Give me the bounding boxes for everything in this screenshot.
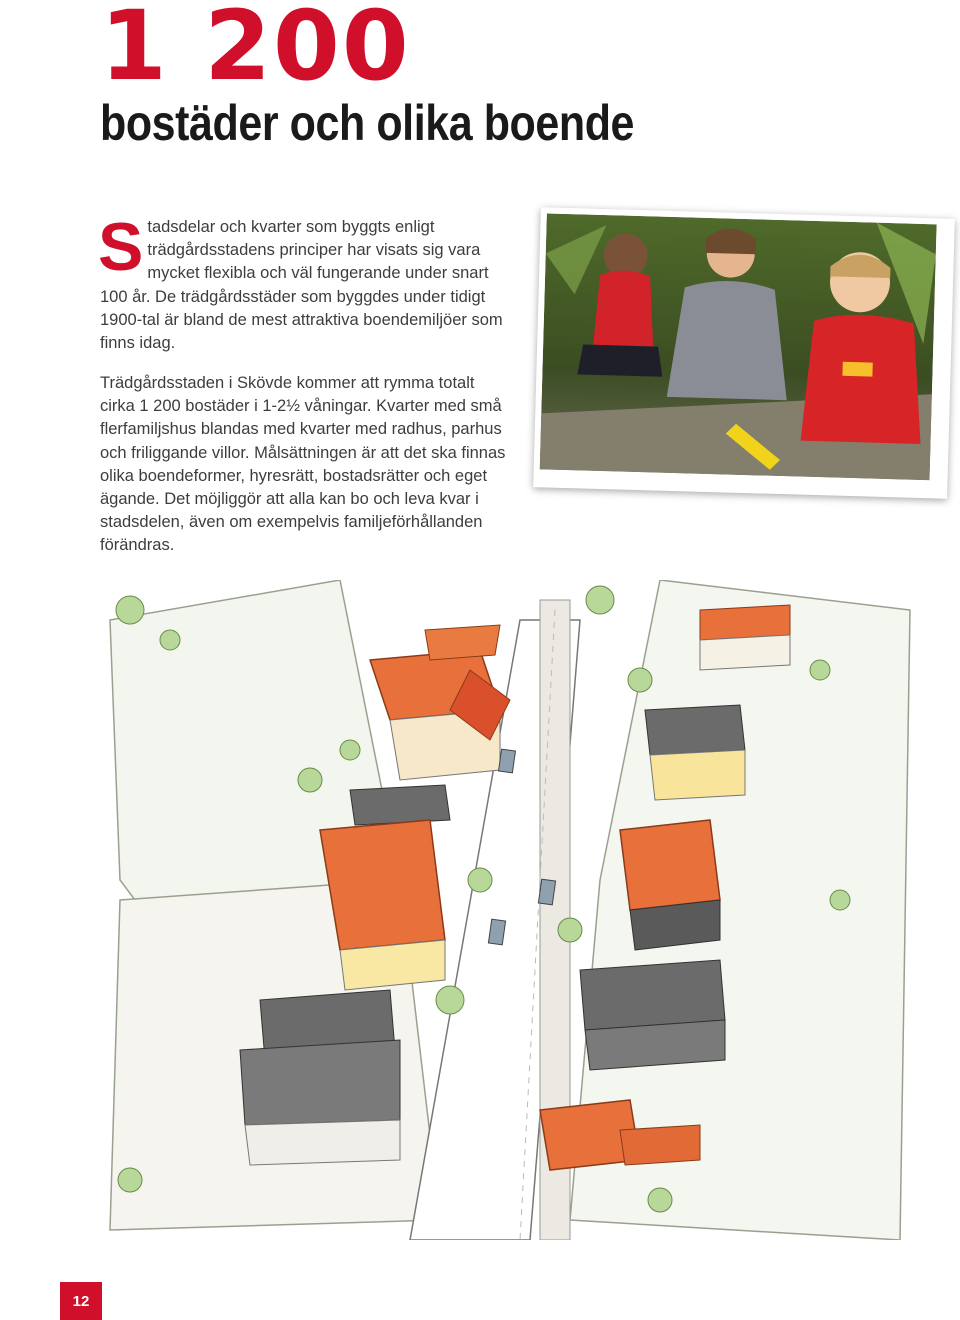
photo-children-garden bbox=[533, 207, 955, 498]
page-heading-number: 1 200 bbox=[100, 0, 411, 102]
photo-image bbox=[540, 213, 937, 480]
house-orange-5 bbox=[620, 820, 720, 950]
intro-paragraph bbox=[98, 209, 510, 355]
house-grey-1 bbox=[350, 785, 450, 825]
page-number-badge: 12 bbox=[60, 1282, 102, 1320]
body-paragraph: Trädgårdsstaden i Skövde kommer att rymma totalt cirka 1 200 bostäder i 1-2½ våningar. Kvarter med små flerfamiljshus blandas med kvarter med radhus, parhus och friliggande villor. Målsättningen är att det ska finnas olika boendeformer, hyresrätt, bostadsrätter och eget ägande. Det möjliggör att alla kan bo och leva kvar i stadsdelen, även om exempelvis familjeförhållanden förändras. bbox=[100, 374, 506, 555]
drop-cap: S bbox=[98, 209, 144, 285]
intro-text: tadsdelar och kvarter som byggts enligt trädgårdsstadens principer har visats sig vara mycket flexibla och väl fungerande under snart 100 år. De trädgårdsstäder som byggdes under tidigt 1900-tal är bland de mest attraktiva boendemiljöer som finns idag. bbox=[100, 218, 503, 353]
house-orange-2 bbox=[425, 625, 500, 660]
house-grey-2 bbox=[240, 990, 400, 1165]
house-grey-3 bbox=[645, 705, 745, 800]
house-orange-4 bbox=[700, 605, 790, 670]
house-grey-4 bbox=[580, 960, 725, 1070]
neighborhood-illustration bbox=[100, 580, 920, 1240]
page-title: bostäder och olika boende bbox=[100, 95, 635, 151]
